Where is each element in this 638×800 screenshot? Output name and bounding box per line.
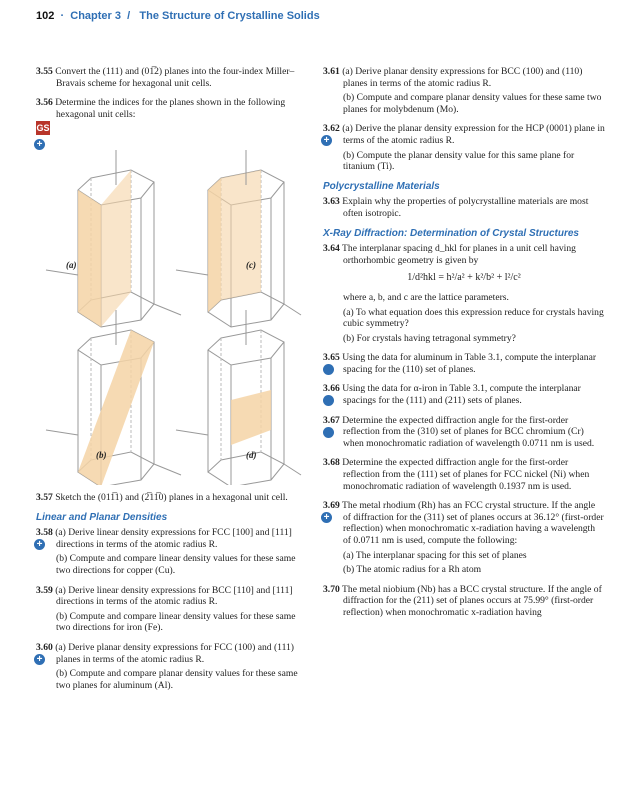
problem-3-69: 3.69 The metal rhodium (Rh) has an FCC crystal structure. If the angle of diffraction for the (311) set of planes occurs at 36.12° (first-order reflection) when monochromatic x-radiation having a wavelength of 0.0711 nm is used, compute the following: (a) The interplanar spacing for this set of planes (b) The atomic radius for a Rh atom + xyxy=(323,500,604,576)
section-linear-planar-densities: Linear and Planar Densities xyxy=(36,511,168,523)
problem-3-61: 3.61 (a) Derive planar density expressions for BCC (100) and (110) planes in terms of the atomic radius R. (b) Compute and compare planar density values for these same two planes for molybdenum (Mo). xyxy=(323,66,602,115)
plus-icon: + xyxy=(323,427,334,438)
plus-icon: + xyxy=(34,654,45,665)
problem-3-67: + 3.67 Determine the expected diffraction angle for the first-order reflection from the (310) set of planes for BCC chromium (Cr) when monochromatic radiation of wavelength 0.0711 nm is used. xyxy=(315,414,595,449)
plus-icon: + xyxy=(323,364,334,375)
right-column xyxy=(315,66,605,627)
plus-icon: + xyxy=(321,512,332,523)
figure-label-a: (a) xyxy=(66,260,77,270)
plus-icon: + xyxy=(323,395,334,406)
problem-3-68: 3.68 Determine the expected diffraction angle for the first-order reflection from the (111) set of planes for FCC nickel (Ni) when monochromatic radiation of wavelength 0.1937 nm is used. xyxy=(323,457,590,492)
problem-3-63: 3.63 Explain why the properties of polycrystalline materials are most often isotropic. xyxy=(323,196,589,219)
chapter-label: Chapter 3 xyxy=(70,10,122,22)
problem-3-62: 3.62 (a) Derive the planar density expression for the HCP (0001) plane in terms of the atomic radius R. (b) Compute the planar density value for this same plane for titanium (Ti). + xyxy=(323,123,605,173)
figure-d xyxy=(176,310,301,485)
figure-label-d: (d) xyxy=(246,450,257,460)
problem-3-56: 3.56 Determine the indices for the planes shown in the following hexagonal unit cells: xyxy=(36,97,286,120)
problem-3-58: 3.58 (a) Derive linear density expressions for FCC [100] and [111] directions in terms of the atomic radius R. (b) Compute and compare linear density values for these same two directions for copper (Cu). + xyxy=(36,527,296,576)
hexagonal-unit-cell-figures xyxy=(36,140,306,485)
figure-b xyxy=(46,310,181,485)
problem-3-55: 3.55 Convert the (111) and (01̅2) planes into the four-index Miller–Bravais scheme for hexagonal unit cells. xyxy=(36,66,295,89)
section-xray: X-Ray Diffraction: Determination of Crystal Structures xyxy=(323,227,579,239)
figure-label-c: (c) xyxy=(246,260,256,270)
figure-a xyxy=(46,150,181,327)
problem-3-64: 3.64 The interplanar spacing d_hkl for planes in a unit cell having orthorhombic geometry is given by 1/d²hkl = h²/a² + k²/b² + l²/c² where a, b, and c are the lattice parameters. (a) To what equation does this expression reduce for crystals having cubic symmetry? (b) For crystals having tetragonal symmetry? xyxy=(323,243,604,344)
figures-svg xyxy=(36,140,306,485)
page-header: 102 · Chapter 3 / The Structure of Crystalline Solids xyxy=(36,10,320,22)
section-polycrystalline: Polycrystalline Materials xyxy=(323,180,440,192)
problem-3-66: + 3.66 Using the data for α-iron in Table 3.1, compute the interplanar spacings for the (111) and (211) sets of planes. xyxy=(315,383,581,407)
chapter-title: The Structure of Crystalline Solids xyxy=(139,10,320,22)
plus-icon: + xyxy=(321,135,332,146)
left-column-lower xyxy=(36,492,306,699)
problem-3-59: 3.59 (a) Derive linear density expressions for BCC [110] and [111] directions in terms of the atomic radius R. (b) Compute and compare linear density values for these same two directions for iron (Fe). xyxy=(36,584,296,634)
problem-3-65: + 3.65 Using the data for aluminum in Table 3.1, compute the interplanar spacing for the (110) set of planes. xyxy=(315,352,597,376)
header-separator: / xyxy=(127,10,131,22)
plus-icon: + xyxy=(34,139,45,150)
plus-icon: + xyxy=(34,539,45,550)
badge-icon: GS xyxy=(36,123,50,133)
problem-3-60: 3.60 (a) Derive planar density expressions for FCC (100) and (111) planes in terms of the atomic radius R. (b) Compute and compare planar density values for these same two planes for aluminum (Al). + xyxy=(36,641,298,691)
figure-label-b: (b) xyxy=(96,450,107,460)
interplanar-equation: 1/d²hkl = h²/a² + k²/b² + l²/c² xyxy=(407,272,521,284)
figure-c xyxy=(176,150,301,327)
page-number: 102 xyxy=(36,10,55,22)
problem-3-57: 3.57 Sketch the (011̅1) and (2̅11̅0) planes in a hexagonal unit cell. xyxy=(36,492,288,503)
problem-3-70: 3.70 The metal niobium (Nb) has a BCC crystal structure. If the angle of diffraction for the (211) set of planes occurs at 75.99° (first-order reflection) when monochromatic x-radiation having xyxy=(323,583,602,618)
left-column xyxy=(36,66,306,128)
